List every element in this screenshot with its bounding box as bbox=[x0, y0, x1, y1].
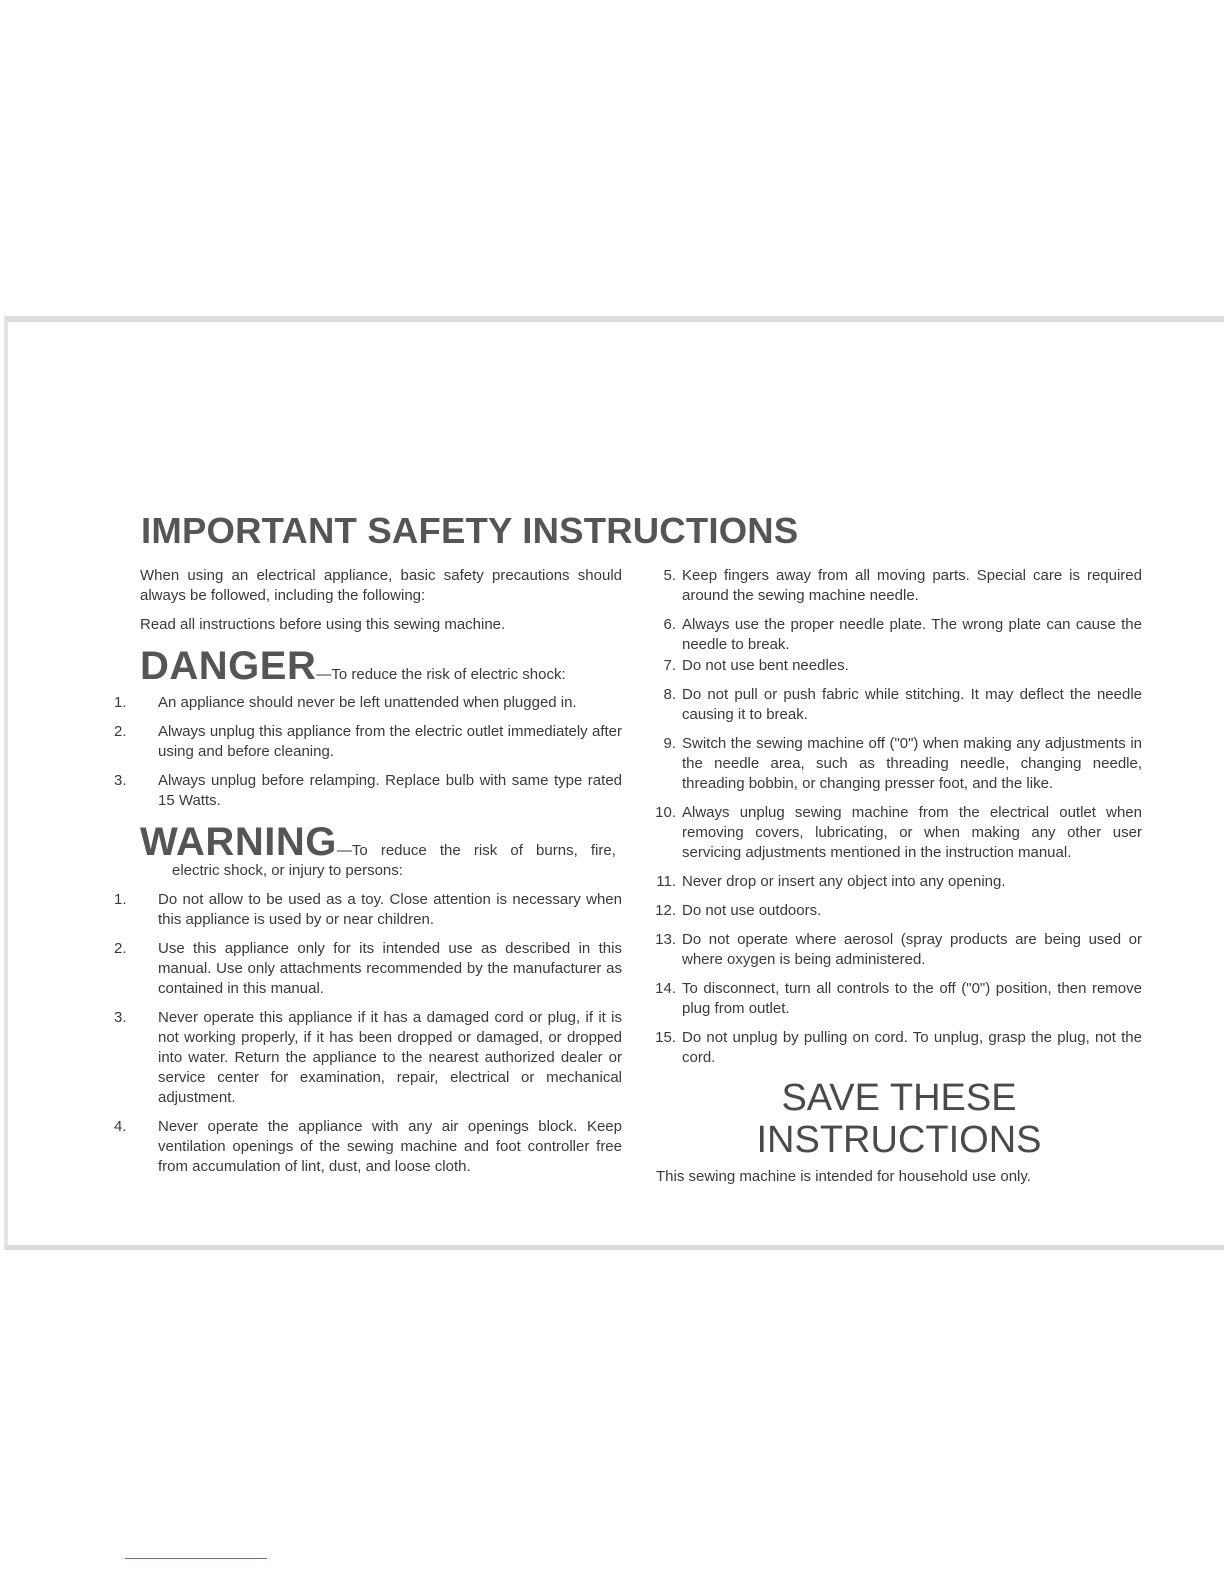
item-number: 12. bbox=[655, 902, 676, 919]
item-number: 2. bbox=[114, 723, 127, 740]
danger-word: DANGER bbox=[140, 644, 317, 688]
list-item bbox=[656, 566, 1142, 606]
item-number: 1. bbox=[114, 694, 127, 711]
item-number: 10. bbox=[655, 804, 676, 821]
item-text: Do not unplug by pulling on cord. To unplug, grasp the plug, not the cord. bbox=[682, 1029, 1142, 1066]
intro-paragraph: Read all instructions before using this sewing machine. bbox=[140, 616, 506, 633]
item-number: 6. bbox=[663, 616, 676, 633]
list-item bbox=[114, 1117, 622, 1177]
warning-text: —To reduce the risk of burns, fire, bbox=[336, 842, 616, 859]
item-number: 15. bbox=[655, 1029, 676, 1046]
list-item bbox=[114, 890, 622, 930]
item-text: Never operate the appliance with any air openings block. Keep ventilation openings of the sewing machine and foot controller free from accumulation of lint, dust, and loose cloth. bbox=[158, 1118, 622, 1175]
list-item bbox=[114, 693, 622, 713]
item-text: Do not operate where aerosol (spray products are being used or where oxygen is being administered. bbox=[682, 931, 1142, 968]
item-number: 2. bbox=[114, 940, 127, 957]
item-text: Never drop or insert any object into any opening. bbox=[682, 873, 1006, 890]
item-number: 11. bbox=[656, 873, 676, 890]
item-number: 8. bbox=[663, 686, 676, 703]
list-item bbox=[656, 901, 1142, 921]
danger-text: —To reduce the risk of electric shock: bbox=[316, 666, 566, 683]
left-column bbox=[114, 566, 622, 1186]
save-line-2: INSTRUCTIONS bbox=[756, 1119, 1042, 1161]
item-text: Keep fingers away from all moving parts. Special care is required around the sewing machine needle. bbox=[682, 567, 1142, 604]
item-number: 14. bbox=[655, 980, 676, 997]
item-text: Do not allow to be used as a toy. Close attention is necessary when this appliance is used by or near children. bbox=[158, 891, 622, 928]
list-item bbox=[656, 803, 1142, 863]
warning-text-continued: electric shock, or injury to persons: bbox=[172, 862, 403, 879]
safety-list-continued bbox=[656, 566, 1142, 1068]
list-item bbox=[114, 722, 622, 762]
item-text: Always use the proper needle plate. The wrong plate can cause the needle to break. bbox=[682, 616, 1142, 653]
save-line-1: SAVE THESE bbox=[781, 1077, 1017, 1119]
item-number: 5. bbox=[663, 567, 676, 584]
list-item bbox=[656, 1028, 1142, 1068]
warning-word: WARNING bbox=[140, 820, 337, 864]
item-number: 3. bbox=[114, 772, 127, 789]
intro-paragraph: When using an electrical appliance, basic safety precautions should always be followed, including the following: bbox=[140, 567, 622, 604]
list-item bbox=[114, 939, 622, 999]
right-column bbox=[656, 566, 1142, 1187]
page-title: IMPORTANT SAFETY INSTRUCTIONS bbox=[141, 510, 799, 551]
item-text: Never operate this appliance if it has a damaged cord or plug, if it is not working properly, if it has been dropped or damaged, or dropped into water. Return the appliance to the nearest authorized dealer or service center for examination, repair, electrical or mechanical adjustment. bbox=[158, 1009, 622, 1106]
list-item bbox=[656, 656, 1142, 676]
item-text: Always unplug sewing machine from the electrical outlet when removing covers, lubricating, or when making any other user servicing adjustments mentioned in the instruction manual. bbox=[682, 804, 1142, 861]
item-text: Always unplug before relamping. Replace bulb with same type rated 15 Watts. bbox=[158, 772, 622, 809]
item-text: Do not use outdoors. bbox=[682, 902, 822, 919]
item-text: Do not pull or push fabric while stitching. It may deflect the needle causing it to break. bbox=[682, 686, 1142, 723]
list-item bbox=[656, 979, 1142, 1019]
footer-rule bbox=[125, 1558, 267, 1559]
item-text: An appliance should never be left unattended when plugged in. bbox=[158, 694, 577, 711]
warning-list bbox=[114, 890, 622, 1177]
list-item bbox=[656, 930, 1142, 970]
item-number: 9. bbox=[663, 735, 676, 752]
intro bbox=[140, 566, 622, 635]
danger-list bbox=[114, 693, 622, 811]
list-item bbox=[114, 1008, 622, 1108]
list-item bbox=[656, 615, 1142, 655]
item-number: 13. bbox=[655, 931, 676, 948]
danger-heading bbox=[140, 644, 622, 689]
item-text: Switch the sewing machine off ("0") when making any adjustments in the needle area, such as threading needle, changing needle, threading bobbin, or changing presser foot, and the like. bbox=[682, 735, 1142, 792]
item-text: Use this appliance only for its intended use as described in this manual. Use only attachments recommended by the manufacturer as contained in this manual. bbox=[158, 940, 622, 997]
household-use-note: This sewing machine is intended for household use only. bbox=[656, 1168, 1031, 1185]
item-text: Always unplug this appliance from the electric outlet immediately after using and before cleaning. bbox=[158, 723, 622, 760]
item-number: 4. bbox=[114, 1118, 127, 1135]
warning-heading bbox=[140, 820, 622, 865]
list-item bbox=[656, 685, 1142, 725]
item-number: 3. bbox=[114, 1009, 127, 1026]
item-text: To disconnect, turn all controls to the off ("0") position, then remove plug from outlet. bbox=[682, 980, 1142, 1017]
list-item bbox=[656, 872, 1142, 892]
item-number: 7. bbox=[663, 657, 676, 674]
item-text: Do not use bent needles. bbox=[682, 657, 849, 674]
save-instructions-heading bbox=[656, 1077, 1142, 1161]
item-number: 1. bbox=[114, 891, 127, 908]
list-item bbox=[114, 771, 622, 811]
list-item bbox=[656, 734, 1142, 794]
